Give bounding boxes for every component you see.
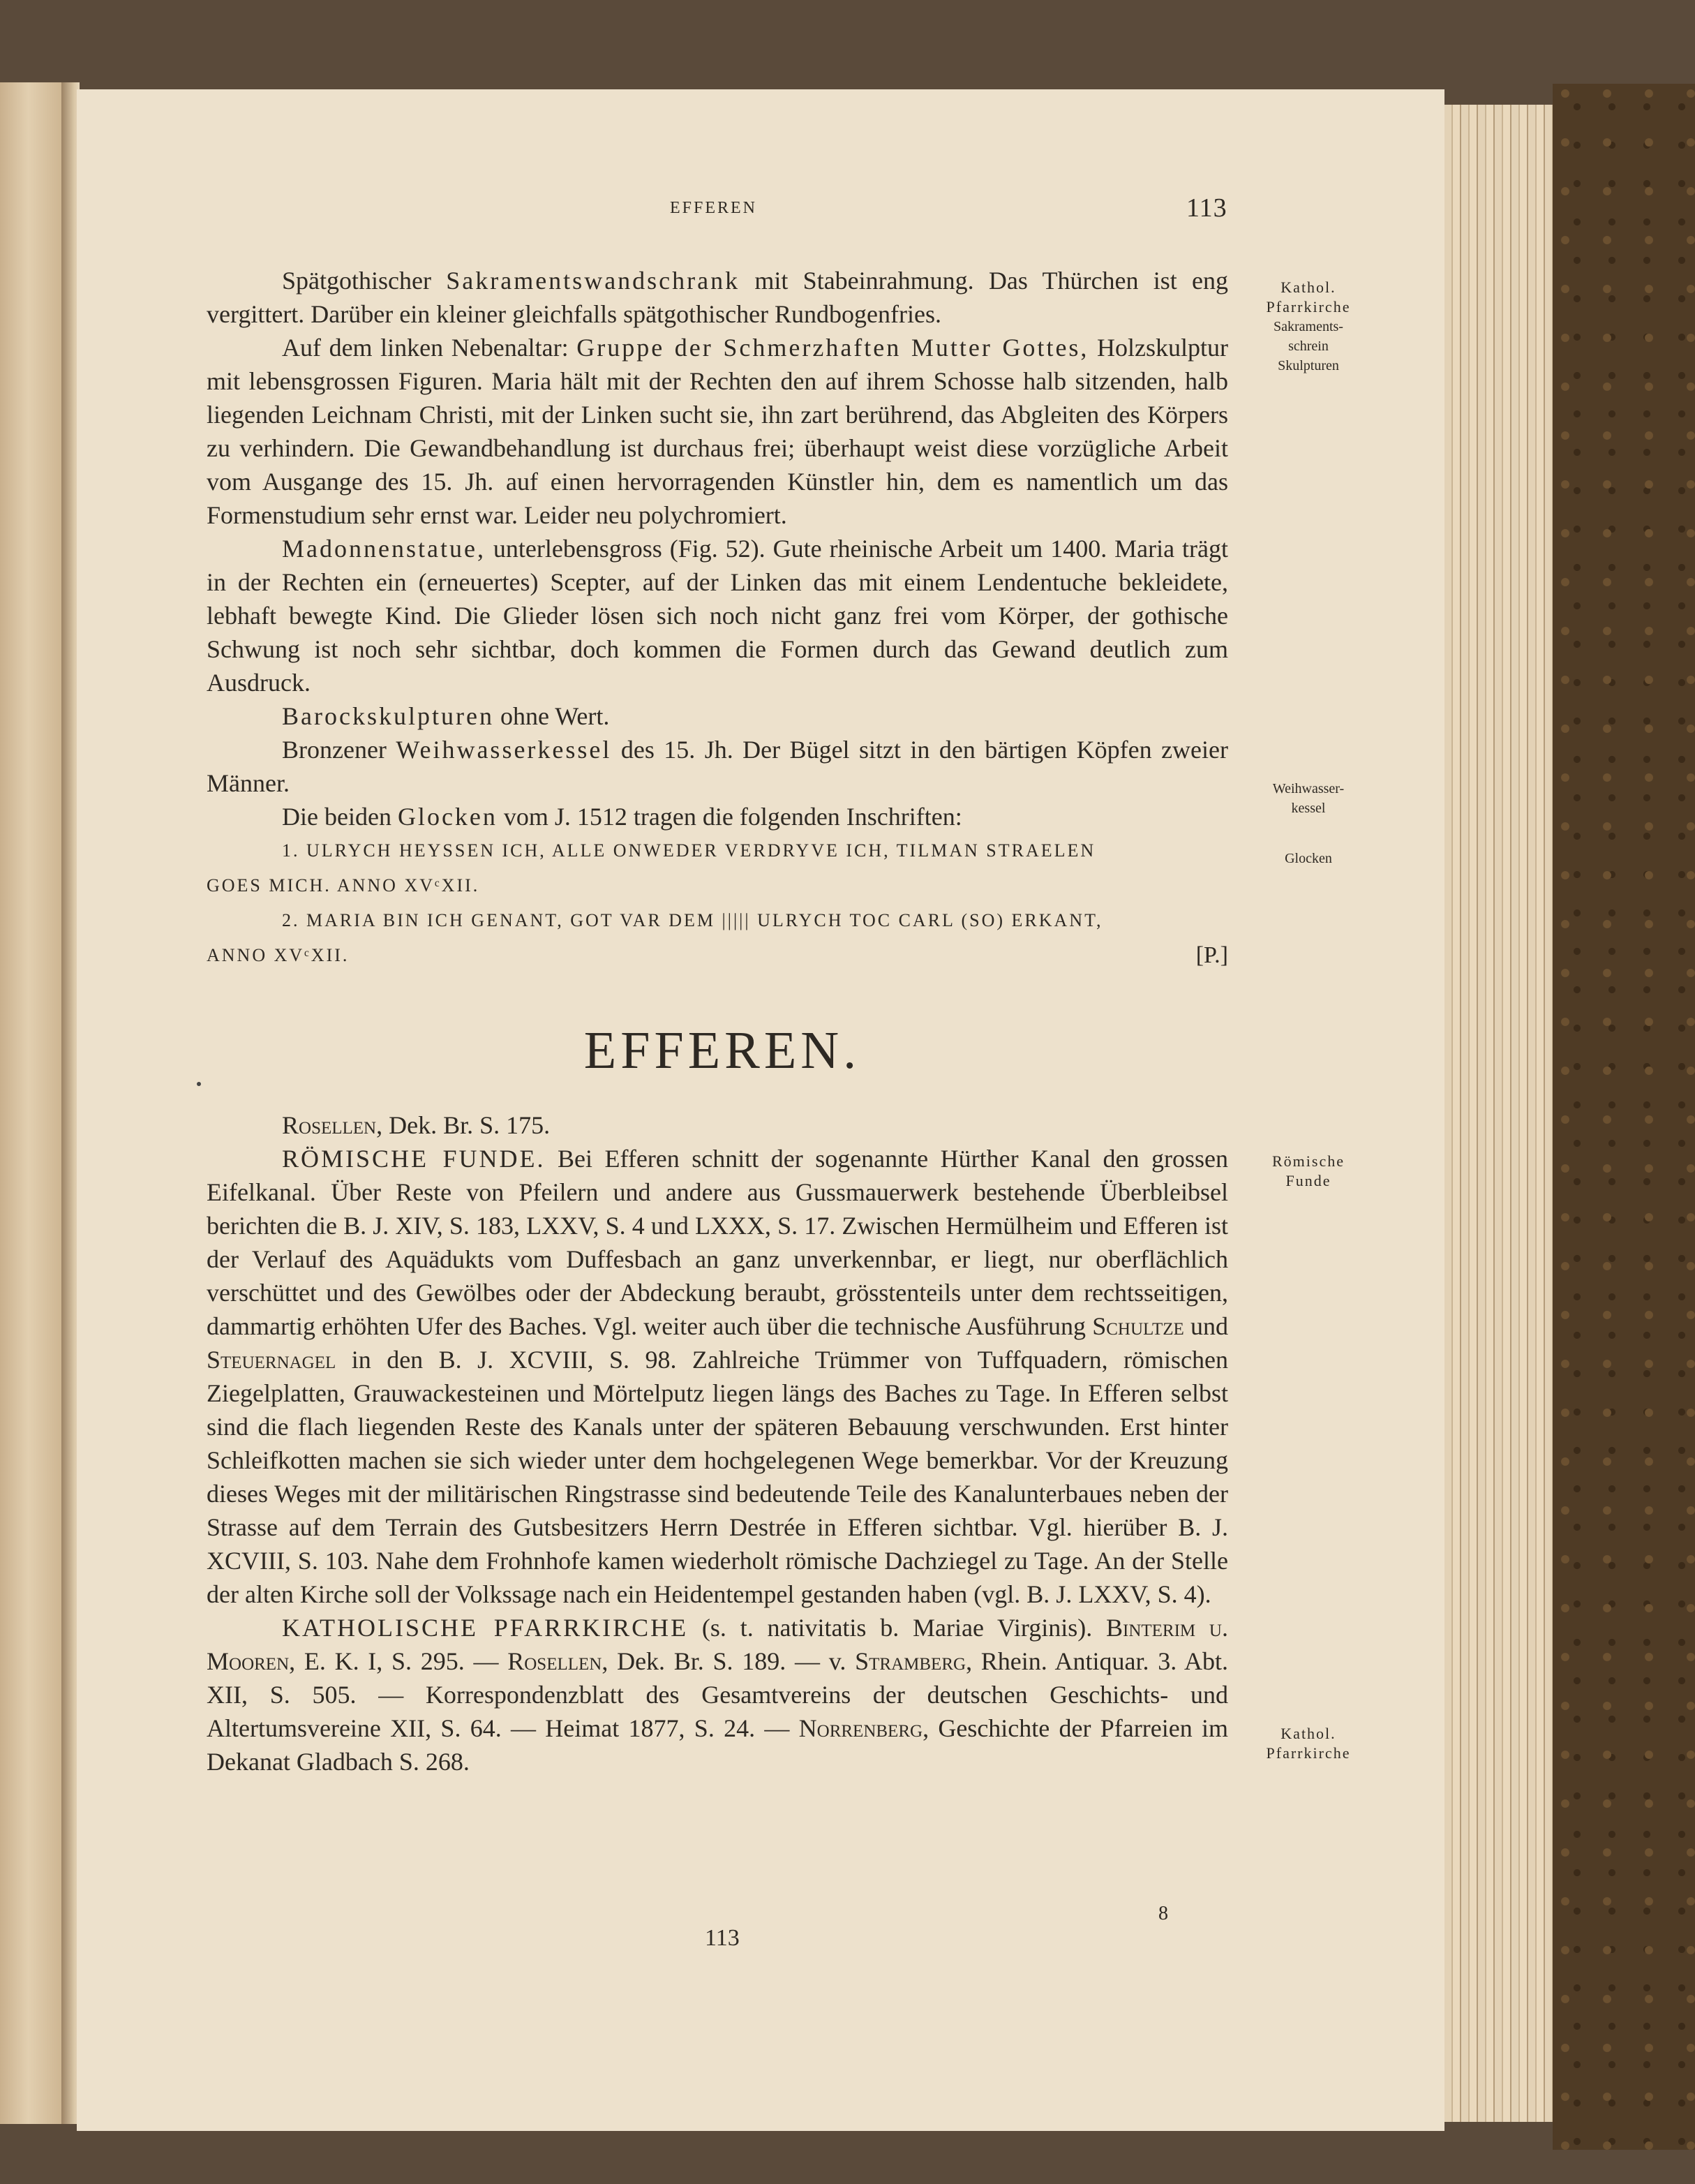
header-page-number: 113: [1186, 193, 1227, 223]
paragraph: Rosellen, Dek. Br. S. 175.: [282, 1111, 551, 1139]
inscription-2b: ANNO XVᶜXII. [P.]: [207, 938, 1228, 973]
margin-note-kathol: Kathol. Pfarrkirche Sakraments- schrein Skulpturen: [1266, 278, 1351, 373]
paragraph: Die beiden Glocken vom J. 1512 tragen die folgenden Inschriften:: [282, 803, 962, 831]
section-title: EFFEREN.: [583, 1021, 861, 1080]
margin-note-pfarrkirche: Kathol. Pfarrkirche: [1266, 1725, 1351, 1762]
inscription-2a: 2. MARIA BIN ICH GENANT, GOT VAR DEM ||||| ULRYCH TOC CARL (SO) ERKANT,: [282, 910, 1103, 930]
page-edges: [1444, 105, 1553, 2122]
paragraph: Madonnenstatue, unterlebensgross (Fig. 52). Gute rheinische Arbeit um 1400. Maria trägt in der Rechten ein (erneuertes) Scepter, auf der Linken das mit einem Lendentuche bekleidete, lebhaft bewegte Kind. Die Glieder lösen sich noch nicht ganz frei vom Körper, der gothische Schwung ist noch sehr sichtbar, doch kommen die Formen durch das Gewand deutlich zum Ausdruck.: [207, 535, 1228, 697]
running-header: EFFEREN: [670, 199, 758, 217]
footer-page-number: 113: [705, 1925, 740, 1951]
inscription-1a: 1. ULRYCH HEYSSEN ICH, ALLE ONWEDER VERDRYVE ICH, TILMAN STRAELEN: [282, 840, 1096, 861]
paragraph: Barockskulpturen ohne Wert.: [282, 702, 610, 730]
paragraph: Auf dem linken Nebenaltar: Gruppe der Schmerzhaften Mutter Gottes, Holzskulptur mit lebensgrossen Figuren. Maria hält mit der Rechten den auf ihrem Schosse halb sitzenden, halb liegenden Leichnam Christi, mit der Linken sucht sie, ihn zart berührend, das Abgleiten des Körpers zu verhindern. Die Gewandbehandlung ist durchaus frei; überhaupt weist diese vorzügliche Arbeit vom Ausgange des 15. Jh. auf einen hervorragenden Künstler hin, dem es namentlich um das Formenstudium sehr ernst war. Leider neu polychromiert.: [207, 334, 1229, 529]
book-cover: [1553, 84, 1695, 2150]
margin-note-weihwasser: Weihwasser- kessel: [1272, 781, 1345, 816]
paragraph: Spätgothischer Sakramentswandschrank mit Stabeinrahmung. Das Thürchen ist eng vergittert. Darüber ein kleiner gleichfalls spätgothischer Rundbogenfries.: [207, 267, 1228, 328]
margin-note-roemische-funde: Römische Funde: [1272, 1152, 1345, 1189]
margin-note-glocken: Glocken: [1285, 851, 1332, 866]
section-text-bottom: [207, 1108, 1228, 1778]
paragraph: KATHOLISCHE PFARRKIRCHE (s. t. nativitatis b. Mariae Virginis). Binterim u. Mooren, E. K. I, S. 295. — Rosellen, Dek. Br. S. 189. — v. Stramberg, Rhein. Antiquar. 3. Abt. XII, S. 505. — Korrespondenzblatt des Gesamtvereins der deutschen Geschichts- und Altertumsvereine XII, S. 64. — Heimat 1877, S. 24. — Norrenberg, Geschichte der Pfarreien im Dekanat Gladbach S. 268.: [207, 1614, 1228, 1776]
signature-mark: 8: [1158, 1903, 1168, 1924]
paragraph: Bronzener Weihwasserkessel des 15. Jh. Der Bügel sitzt in den bärtigen Köpfen zweier Männer.: [207, 736, 1228, 797]
section-text-top: [207, 264, 1228, 973]
left-page-edge: [0, 82, 63, 2124]
paragraph: RÖMISCHE FUNDE. Bei Efferen schnitt der sogenannte Hürther Kanal den grossen Eifelkanal. Über Reste von Pfeilern und andere aus Gussmauerwerk bestehende Überbleibsel berichten die B. J. XIV, S. 183, LXXV, S. 4 und LXXX, S. 17. Zwischen Hermülheim und Efferen ist der Verlauf des Aquädukts vom Duffesbach an ganz unverkennbar, er liegt, nur oberflächlich verschüttet und des Gewölbes oder der Abdeckung beraubt, grösstenteils unter dem rechtsseitigen, dammartig erhöhten Ufer des Baches. Vgl. weiter auch über die technische Ausführung Schultze und Steuernagel in den B. J. XCVIII, S. 98. Zahlreiche Trümmer von Tuffquadern, römischen Ziegelplatten, Grauwackesteinen und Mörtelputz liegen längs des Baches zu Tage. In Efferen selbst sind die flach liegenden Reste des Kanals unter der späteren Bebauung verschwunden. Erst hinter Schleifkotten machen sie sich wieder unter dem hochgelegenen Wege bemerkbar. Vor der Kreuzung dieses Weges mit der militärischen Ringstrasse sind bedeutende Teile des Kanalunterbaues neben der Strasse auf dem Terrain des Gutsbesitzers Herrn Destrée in Efferen sichtbar. Vgl. hierüber B. J. XCVIII, S. 103. Nahe dem Frohnhofe kamen wiederholt römische Dachziegel zu Tage. An der Stelle der alten Kirche soll der Volkssage nach ein Heidentempel gestanden haben (vgl. B. J. LXXV, S. 4).: [207, 1145, 1229, 1608]
inscription-1b: GOES MICH. ANNO XVᶜXII.: [207, 875, 480, 896]
author-mark: [P.]: [1195, 942, 1228, 968]
stray-mark: [197, 1082, 201, 1086]
